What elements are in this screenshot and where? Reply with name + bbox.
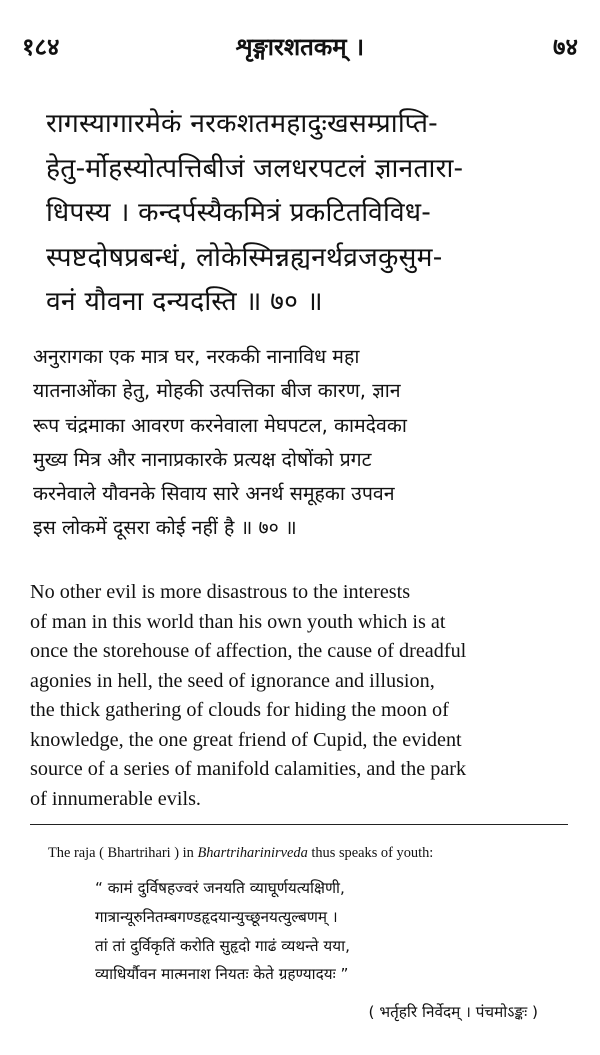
hindi-line: अनुरागका एक मात्र घर, नरककी नानाविध महा — [33, 345, 360, 368]
english-line: of man in this world than his own youth which is at — [30, 610, 446, 633]
english-line: knowledge, the one great friend of Cupid, the evident — [30, 728, 462, 751]
verse-counter: ७४ — [553, 33, 578, 61]
english-line: source of a series of manifold calamities, and the park — [30, 758, 467, 780]
english-line: the thick gathering of clouds for hiding the moon of — [30, 699, 449, 721]
footnote-intro — [48, 843, 578, 863]
quote-source: ( भर्तृहरि निर्वेदम् । पंचमोऽङ्कः ) — [368, 1003, 538, 1021]
hindi-line: करनेवाले यौवनके सिवाय सारे अनर्थ समूहका उपवन — [33, 482, 395, 506]
quote-line: गात्रान्यूरुनितम्बगण्डहृदयान्युच्छूनयत्युल्बणम् । — [95, 907, 338, 926]
hindi-line: रूप चंद्रमाका आवरण करनेवाला मेघपटल, कामदेवका — [33, 413, 407, 437]
english-line: No other evil is more disastrous to the interests — [30, 581, 411, 603]
quote-line: तां तां दुर्विकृतिं करोति सुहृदो गाढं व्यथन्ते यया, — [95, 936, 350, 955]
footnote-divider — [30, 824, 568, 825]
verse-line: वनं यौवना दन्यदस्ति ॥ ७० ॥ — [46, 286, 323, 317]
footnote-intro-prefix: The raja ( Bhartrihari ) in — [48, 845, 198, 861]
sanskrit-verse — [46, 102, 576, 325]
english-translation — [30, 578, 575, 814]
quote-line: “ कामं दुर्विषहज्वरं जनयति व्याघूर्णयत्यक्षिणी, — [95, 879, 345, 897]
hindi-translation — [33, 340, 578, 546]
english-line: once the storehouse of affection, the cause of dreadful — [30, 640, 467, 662]
page-number: १८४ — [22, 33, 60, 61]
verse-line: हेतु-र्मोहस्योत्पत्तिबीजं जलधरपटलं ज्ञानतारा- — [46, 152, 464, 184]
quote-line: व्याधिर्यौवन मात्मनाश नियतः केते ग्रहण्यादयः ” — [95, 965, 349, 984]
verse-line: रागस्यागारमेकं नरकशतमहादुःखसम्प्राप्ति- — [46, 108, 438, 139]
english-line: agonies in hell, the seed of ignorance and illusion, — [30, 669, 435, 692]
verse-line: धिपस्य । कन्दर्पस्यैकमित्रं प्रकटितविविध- — [46, 197, 432, 228]
hindi-line: यातनाओंका हेतु, मोहकी उत्पत्तिका बीज कारण, ज्ञान — [33, 379, 401, 403]
page-header — [22, 22, 578, 62]
english-line: of innumerable evils. — [30, 787, 201, 810]
hindi-line: इस लोकमें दूसरा कोई नहीं है ॥ ७० ॥ — [33, 516, 297, 540]
book-title: शृङ्गारशतकम् । — [235, 33, 365, 61]
verse-line: स्पष्टदोषप्रबन्धं, लोकेस्मिन्नह्यनर्थव्रजकुसुम- — [46, 241, 443, 273]
hindi-line: मुख्य मित्र और नानाप्रकारके प्रत्यक्ष दोषोंको प्रगट — [33, 447, 372, 471]
footnote-quote — [95, 874, 575, 989]
footnote-work-title: Bhartriharinirveda — [197, 845, 308, 861]
footnote-intro-suffix: thus speaks of youth: — [307, 845, 434, 861]
